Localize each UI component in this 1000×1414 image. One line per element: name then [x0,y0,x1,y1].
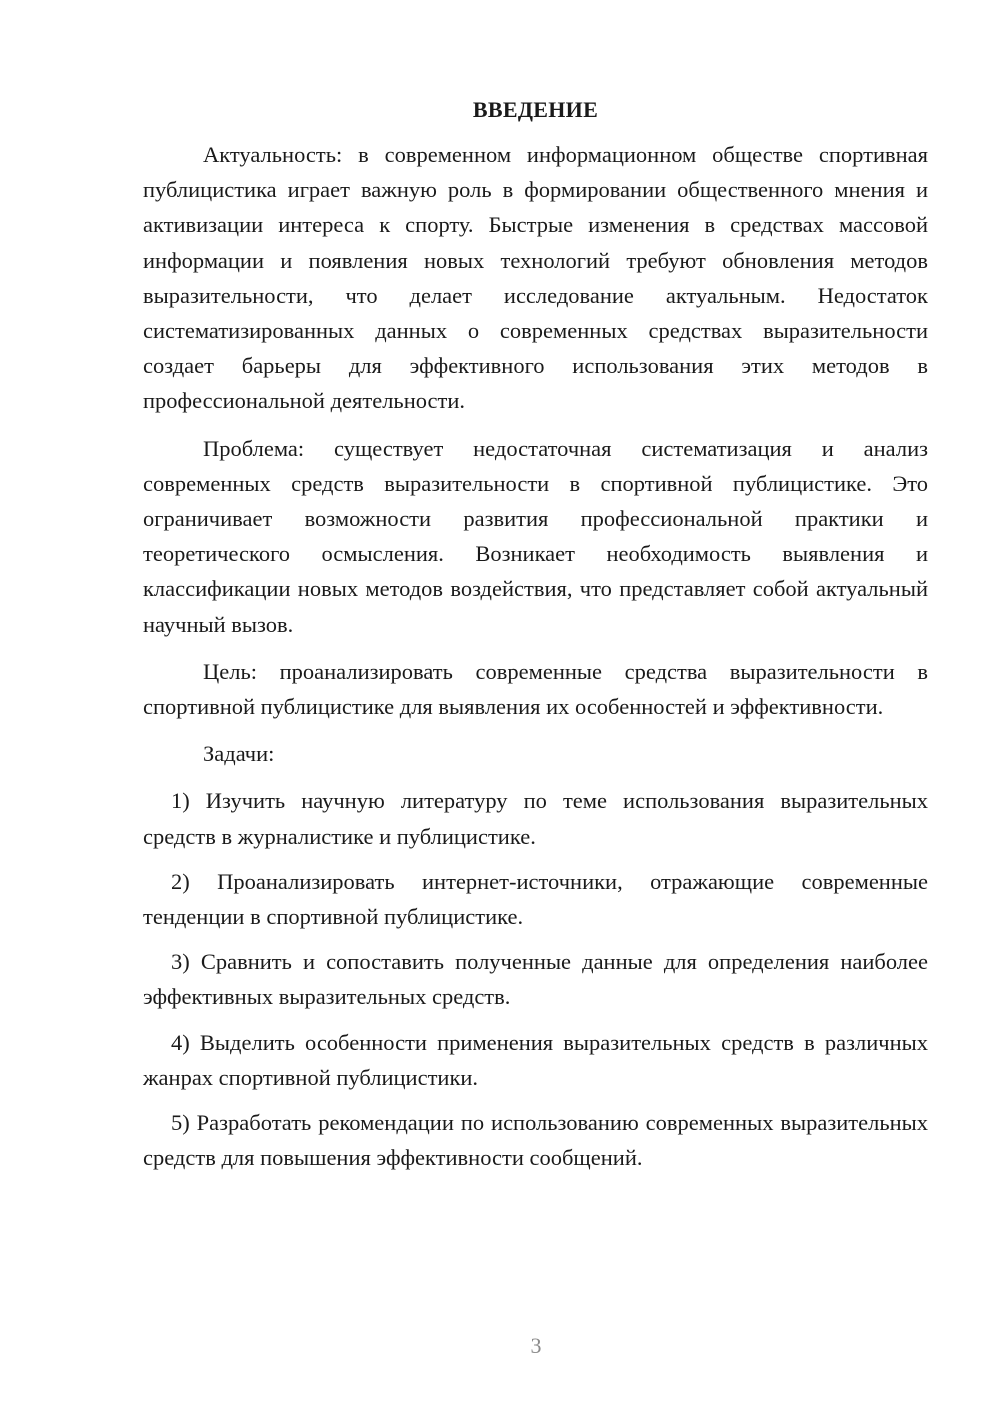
task-item-3: 3) Сравнить и сопоставить полученные данные для определения наиболее эффективных выразительных средств. [143,949,928,1010]
goal-paragraph: Цель: проанализировать современные средства выразительности в спортивной публицистике для выявления их особенностей и эффективности. [143,658,928,720]
section-heading: ВВЕДЕНИЕ [472,97,599,122]
document-page [143,95,928,1185]
problem-paragraph: Проблема: существует недостаточная систематизация и анализ современных средств выразительности в спортивной публицистике. Это ограничивает возможности развития профессиональной практики и теоретического осмысления. Возникает необходимость выявления и классификации новых методов воздействия, что представляет собой актуальный научный вызов. [143,435,928,637]
tasks-label: Задачи: [203,741,275,767]
relevance-paragraph: Актуальность: в современном информационном обществе спортивная публицистика играет важную роль в формировании общественного мнения и активизации интереса к спорту. Быстрые изменения в средствах массовой информации и появления новых технологий требуют обновления методов выразительности, что делает исследование актуальным. Недостаток систематизированных данных о современных средствах выразительности создает барьеры для эффективного использования этих методов в профессиональной деятельности. [143,142,928,414]
task-item-4: 4) Выделить особенности применения выразительных средств в различных жанрах спортивной публицистики. [143,1029,928,1090]
task-item-1: 1) Изучить научную литературу по теме использования выразительных средств в журналистике и публицистике. [143,788,928,849]
task-item-5: 5) Разработать рекомендации по использованию современных выразительных средств для повышения эффективности сообщений. [143,1110,928,1171]
page-number: 3 [530,1333,542,1358]
task-item-2: 2) Проанализировать интернет-источники, отражающие современные тенденции в спортивной публицистике. [143,868,928,930]
